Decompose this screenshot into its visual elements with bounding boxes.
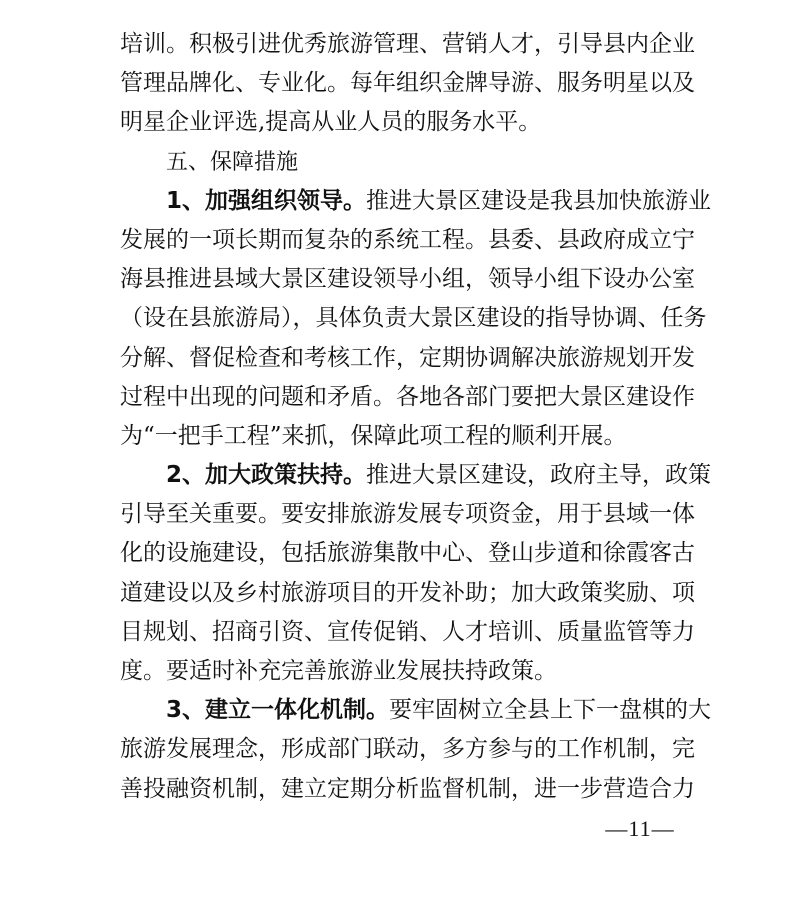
paragraph-lead: 2、加大政策扶持。 bbox=[166, 462, 367, 489]
paragraph-first-line bbox=[120, 456, 712, 495]
text-line: 发展的一项长期而复杂的系统工程。县委、县政府成立宁 bbox=[120, 226, 695, 253]
text-line: 目规划、招商引资、宣传促销、人才培训、质量监管等力 bbox=[120, 618, 695, 645]
text-line: 道建设以及乡村旅游项目的开发补助；加大政策奖励、项 bbox=[120, 579, 695, 606]
paragraph-first-line bbox=[120, 182, 712, 221]
paragraph-first-line bbox=[120, 691, 712, 730]
paragraph-text: 要牢固树立全县上下一盘棋的大 bbox=[389, 697, 712, 724]
text-line: 明星企业评选,提高从业人员的服务水平。 bbox=[120, 109, 542, 136]
page-number: —11— bbox=[605, 816, 675, 841]
section-heading: 五、保障措施 bbox=[166, 149, 299, 175]
text-line: 管理品牌化、专业化。每年组织金牌导游、服务明星以及 bbox=[120, 70, 695, 97]
paragraph-text: 推进大景区建设是我县加快旅游业 bbox=[366, 187, 712, 214]
text-line: 引导至关重要。要安排旅游发展专项资金，用于县域一体 bbox=[120, 501, 695, 528]
text-line: 为“一把手工程”来抓，保障此项工程的顺利开展。 bbox=[120, 422, 627, 449]
text-line: 旅游发展理念，形成部门联动，多方参与的工作机制，完 bbox=[120, 736, 695, 763]
paragraph-lead: 1、加强组织领导。 bbox=[166, 187, 367, 214]
text-line: 过程中出现的问题和矛盾。各地各部门要把大景区建设作 bbox=[120, 383, 695, 410]
text-line: 培训。积极引进优秀旅游管理、营销人才，引导县内企业 bbox=[120, 31, 695, 57]
text-line: 化的设施建设，包括旅游集散中心、登山步道和徐霞客古 bbox=[120, 540, 695, 567]
text-line: 善投融资机制，建立定期分析监督机制，进一步营造合力 bbox=[120, 775, 695, 802]
paragraph-text: 推进大景区建设，政府主导，政策 bbox=[366, 462, 712, 489]
text-line: 度。要适时补充完善旅游业发展扶持政策。 bbox=[120, 658, 557, 684]
body-text bbox=[120, 25, 712, 809]
text-line: （设在县旅游局），具体负责大景区建设的指导协调、任务 bbox=[120, 305, 707, 332]
text-line: 分解、督促检查和考核工作，定期协调解决旅游规划开发 bbox=[120, 344, 695, 371]
text-line: 海县推进县域大景区建设领导小组，领导小组下设办公室 bbox=[120, 266, 695, 293]
paragraph-lead: 3、建立一体化机制。 bbox=[166, 697, 390, 724]
